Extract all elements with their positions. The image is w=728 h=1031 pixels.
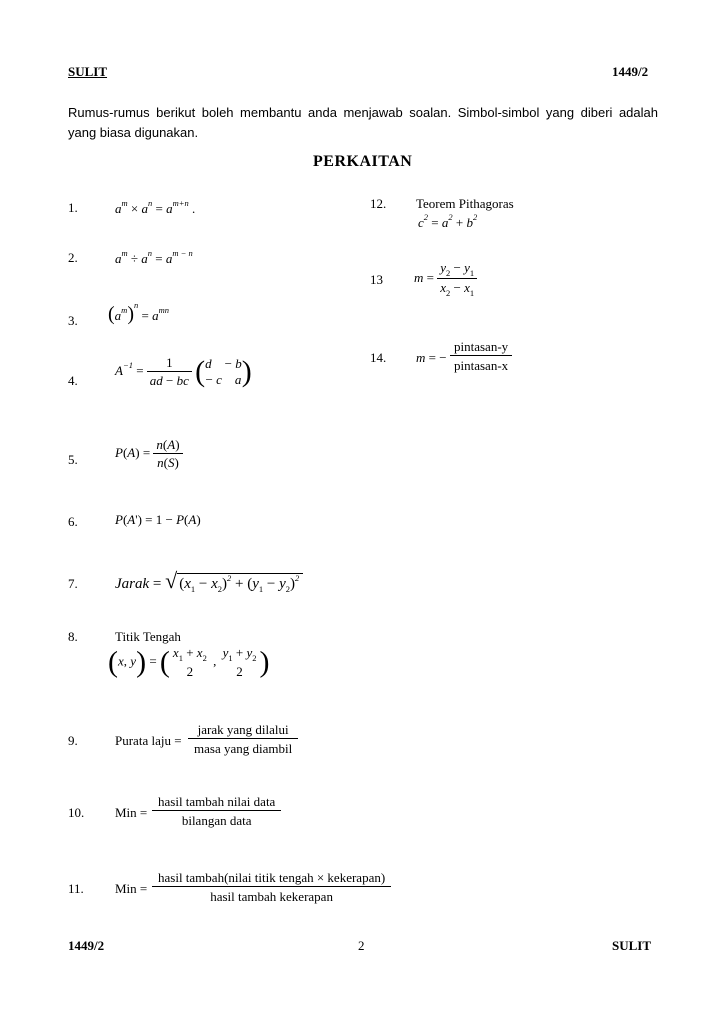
formula-5-number: 5. bbox=[68, 452, 78, 467]
formula-6-number: 6. bbox=[68, 514, 78, 529]
formula-4-number: 4. bbox=[68, 373, 78, 388]
header-right: 1449/2 bbox=[612, 64, 649, 79]
formula-14-fraction bbox=[450, 339, 512, 374]
formula-13: m = $\frac{y_2 - y_1}{x_2 - x_1}$ bbox=[414, 260, 477, 298]
formula-14-lhs: m = − bbox=[416, 350, 447, 365]
formula-9-denominator: masa yang diambil bbox=[188, 738, 298, 757]
page-title: PERKAITAN bbox=[313, 153, 413, 170]
formula-11-denominator: hasil tambah kekerapan bbox=[152, 886, 391, 905]
formula-11-number: 11. bbox=[68, 881, 84, 896]
formula-12-label: Teorem Pithagoras bbox=[416, 196, 514, 211]
header-left: SULIT bbox=[68, 64, 108, 79]
distance-word: Jarak bbox=[115, 576, 150, 592]
footer-page-number: 2 bbox=[358, 938, 365, 953]
formula-1: $a^m \times a^n = a^{m+n}$ . bbox=[115, 198, 196, 216]
formula-8-number: 8. bbox=[68, 629, 78, 644]
formula-5: P(A) = $\frac{n(A)}{n(S)}$ bbox=[115, 437, 183, 471]
formula-11-label: Min = bbox=[115, 881, 148, 896]
formula-9-number: 9. bbox=[68, 733, 78, 748]
formula-9-numerator: jarak yang dilalui bbox=[197, 722, 289, 737]
formula-10-denominator: bilangan data bbox=[152, 810, 281, 829]
formula-10-numerator: hasil tambah nilai data bbox=[158, 794, 276, 809]
formula-7-number: 7. bbox=[68, 576, 78, 591]
formula-9-fraction bbox=[188, 722, 298, 757]
formula-2: $a^m \div a^n = a^{m - n}$ bbox=[115, 248, 193, 266]
footer-right: SULIT bbox=[612, 938, 652, 953]
formula-3-number: 3. bbox=[68, 313, 78, 328]
formula-11-numerator: hasil tambah(nilai titik tengah × kekerapan) bbox=[158, 870, 386, 885]
formula-8-label: Titik Tengah bbox=[115, 629, 181, 644]
formula-12-number: 12. bbox=[370, 196, 387, 211]
formula-6: P(A') = 1 − P(A) bbox=[115, 512, 201, 527]
formula-9-label: Purata laju = bbox=[115, 733, 182, 748]
formula-14-denominator: pintasan-x bbox=[450, 355, 512, 374]
formula-8: (x, y) = ( $x_1 + x_2$ 2 , $y_1 + y_2$ 2 ) bbox=[108, 645, 270, 679]
formula-14-numerator: pintasan-y bbox=[454, 339, 509, 354]
formula-12: $c^2 = a^2 + b^2$ bbox=[418, 212, 478, 230]
formula-13-number: 13 bbox=[370, 272, 383, 287]
formula-1-number: 1. bbox=[68, 200, 78, 215]
formula-11-fraction bbox=[152, 870, 391, 905]
intro-text: Rumus-rumus berikut boleh membantu anda menjawab soalan. Simbol-simbol yang diberi adalah yang biasa digunakan. bbox=[68, 105, 658, 140]
formula-3: $(a^m)^n = a^{mn}$ bbox=[108, 300, 169, 325]
footer-left: 1449/2 bbox=[68, 938, 105, 953]
formula-7: Jarak = √ $(x_1 - x_2)^2 + (y_1 - y_2)^2$ bbox=[115, 568, 303, 594]
formula-10-fraction bbox=[152, 794, 281, 829]
formula-10-label: Min = bbox=[115, 805, 148, 820]
formula-2-number: 2. bbox=[68, 250, 78, 265]
formula-10-number: 10. bbox=[68, 805, 85, 820]
formula-4: $A^{-1}$ = $\frac{1}{ad - bc}$ ( d − b − c a ) bbox=[115, 355, 252, 388]
formula-14-number: 14. bbox=[370, 350, 387, 365]
